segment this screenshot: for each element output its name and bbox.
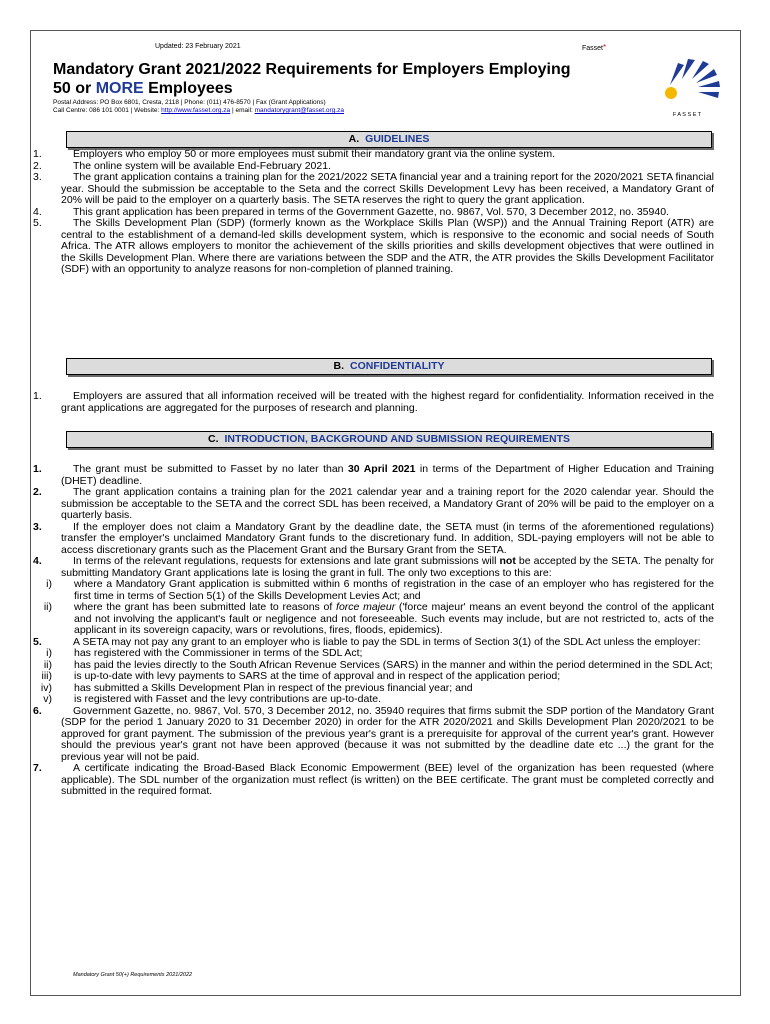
sub-item-numeral: ii) (43, 601, 52, 613)
sub-item-numeral: iii) (41, 670, 52, 682)
item-number: 2. (33, 486, 42, 498)
item-number: 1. (33, 148, 42, 160)
item-number: 6. (33, 704, 42, 717)
list-item (30, 556, 714, 579)
section-a-header (66, 131, 712, 148)
section-b-letter: B. (333, 360, 344, 372)
title-line-1: Mandatory Grant 2021/2022 Requirements for Employers Employing (53, 61, 571, 78)
title-line-2b: Employees (143, 80, 233, 97)
sub-item-numeral: iv) (40, 681, 52, 694)
sub-item-text-end: ('force majeur' means an event beyond the control of the applicant and not involving the applicant's fault or negligence and not foreseeable. Such events may include, but are not restricted to, acts of the applicant in its sovereign capacity, wars or revolutions, fires, floods, epidemics). (74, 601, 714, 636)
item-number: 3. (33, 520, 42, 533)
sub-item-text: has submitted a Skills Development Plan in respect of the previous financial year; and (74, 681, 473, 694)
item-text: The grant application contains a training plan for the 2021/2022 SETA financial year and a training report for the 2020/2021 SETA financial year. Should the submission be acceptable to the Seta and the correct Skills Development Levy has been received, a Mandatory Grant of 20% will be paid to the employer on a quarterly basis. The SETA reserves the right to query the grant application. (61, 171, 714, 206)
section-c-letter: C. (207, 433, 219, 445)
logo-text: F A S S E T (672, 112, 702, 118)
item-text: The grant must be submitted to Fasset by no later than (73, 463, 348, 475)
sub-item-text: is registered with Fasset and the levy contributions are up-to-date. (74, 693, 381, 705)
item-number: 7. (33, 762, 42, 774)
list-item (30, 391, 714, 414)
list-item (30, 487, 714, 522)
sub-item-text: where a Mandatory Grant application is submitted within 6 months of registration in the case of an employer who has registered for the first time in terms of Section 5(1) of the Skills Development Levies Act; and (74, 578, 714, 602)
title-line-2a: 50 or (53, 80, 96, 97)
brand-star-icon: * (603, 43, 607, 52)
call-centre: Call Centre: 086 101 0001 | Website: (53, 107, 162, 114)
contact-block (53, 99, 344, 115)
item-text: Government Gazette, no. 9867, Vol. 570, 3 December 2012, no. 35940 requires that firms submit the SDP portion of the Mandatory Grant (SDP for the period 1 January 2020 to 31 December 2020) in order for the ATR 2020/2021 and Skills Development Plan 2020/2021 to be approved for grant payment. The submission of the previous year's grant is a prerequisite for approval of the current year's grant. However should the previous year's grant not have been approved (because it was not submitted by the deadline date etc ...) the grant for the previous year will not be paid. (61, 704, 714, 763)
item-number: 5. (33, 217, 42, 229)
list-item (30, 706, 714, 764)
item-text: The Skills Development Plan (SDP) (formerly known as the Workplace Skills Plan (WSP)) and the Annual Training Report (ATR) are central to the establishment of a demand-led skills development system, which is responsive to the economic and social needs of South Africa. The ATR allows employers to monitor the achievement of the skills priorities and skills development objectives that were outlined in the Skills Development Plan. Where there are variations between the SDP and the ATR, the ATR provides the Skills Development Facilitator (SDF) with an opportunity to analyze reasons for non-completion of planned training. (61, 217, 714, 275)
guidelines-list (30, 149, 714, 276)
item-text-end: be accepted by the SETA. The penalty for submitting Mandatory Grant applications late is losing the grant in full. The only two exceptions to this are: (61, 555, 715, 579)
footer-note: Mandatory Grant 50(+) Requirements 2021/2022 (73, 972, 193, 978)
fasset-logo (656, 55, 720, 119)
section-c-header (66, 431, 712, 448)
title-more: MORE (95, 80, 144, 97)
section-a-title: GUIDELINES (365, 133, 430, 145)
sub-item-numeral: v) (43, 693, 52, 705)
sub-item-text: has registered with the Commissioner in terms of the SDL Act; (74, 647, 363, 659)
item-number: 4. (33, 205, 42, 218)
item-number: 1. (33, 390, 42, 402)
item-text: The grant application contains a training plan for the 2021 calendar year and a training report for the 2020 calendar year. Should the submission be acceptable to the SETA and the correct SDL has been received, a Mandatory Grant of 20% will be paid to the employer on a quarterly basis. (61, 486, 714, 521)
brand-name (582, 43, 606, 52)
item-text: This grant application has been prepared in terms of the Government Gazette, no. 9867, Vol. 570, 3 December 2012, no. 35940. (73, 205, 669, 218)
list-item (30, 172, 714, 207)
item-number: 5. (33, 635, 42, 648)
list-item (30, 218, 714, 276)
postal-address: Postal Address: PO Box 6801, Cresta, 2118 | Phone: (011) 476-8570 | Fax (Grant Applications) (53, 99, 326, 106)
deadline-date: 30 April 2021 (347, 463, 416, 475)
sub-item-text: is up-to-date with levy payments to SARS at the time of approval and in respect of the application period; (74, 670, 561, 682)
item-text-end: in terms of the Department of Higher Education and Training (DHET) deadline. (61, 463, 714, 487)
sub-item (30, 579, 714, 602)
force-majeur: force majeur (336, 601, 396, 613)
item-text: In terms of the relevant regulations, requests for extensions and late grant submissions will (73, 555, 500, 567)
updated-date: Updated: 23 February 2021 (155, 43, 241, 50)
list-item (30, 464, 714, 487)
brand-label: Fasset (582, 45, 604, 52)
sub-item-text: has paid the levies directly to the South African Revenue Services (SARS) in the manner and within the period determined in the SDL Act; (74, 658, 713, 671)
item-text: Employers are assured that all information received will be treated with the highest regard for confidentiality. Information received in the grant applications are aggregated for the purposes of research and planning. (61, 390, 714, 414)
sub-item-numeral: ii) (43, 658, 52, 671)
list-item (30, 522, 714, 557)
website-link[interactable]: http://www.fasset.org.za (161, 107, 231, 114)
item-text: The online system will be available End-February 2021. (73, 159, 331, 172)
list-item (30, 763, 714, 798)
item-number: 4. (33, 555, 42, 567)
email-link[interactable]: mandatorygrant@fasset.org.za (254, 107, 344, 114)
item-number: 2. (33, 159, 42, 172)
section-c-title: INTRODUCTION, BACKGROUND AND SUBMISSION REQUIREMENTS (224, 433, 571, 445)
item-number: 3. (33, 171, 42, 183)
emphasis-not: not (499, 555, 516, 567)
page-title (53, 60, 653, 98)
section-b-title: CONFIDENTIALITY (350, 360, 445, 372)
email-prefix: | email: (230, 107, 255, 114)
item-text: Employers who employ 50 or more employees must submit their mandatory grant via the online system. (73, 148, 556, 160)
item-text: If the employer does not claim a Mandatory Grant by the deadline date, the SETA must (in terms of the aforementioned regulations) transfer the employer's unclaimed Mandatory Grant funds to the discretionary fund. In addition, SDL-paying employers will not be able to access discretionary grants such as the Placement Grant and the Bursary Grant from the SETA. (61, 520, 714, 556)
sub-item-text: where the grant has been submitted late to reasons of (74, 601, 337, 613)
section-b-header (66, 358, 712, 375)
section-a-letter: A. (348, 133, 360, 145)
item-text: A certificate indicating the Broad-Based Black Economic Empowerment (BEE) level of the organization has been requested (where applicable). The SDL number of the organization must reflect (is written) on the BEE certificate. The grant must be completed correctly and submitted in the required format. (61, 762, 714, 797)
item-text: A SETA may not pay any grant to an employer who is liable to pay the SDL in terms of Section 3(1) of the SDL Act unless the employer: (73, 635, 701, 648)
sub-item (30, 602, 714, 637)
sub-item-numeral: i) (46, 647, 52, 659)
item-number: 1. (33, 463, 42, 475)
sub-item-numeral: i) (46, 578, 52, 590)
intro-list (30, 464, 714, 798)
confidentiality-list (30, 391, 714, 414)
